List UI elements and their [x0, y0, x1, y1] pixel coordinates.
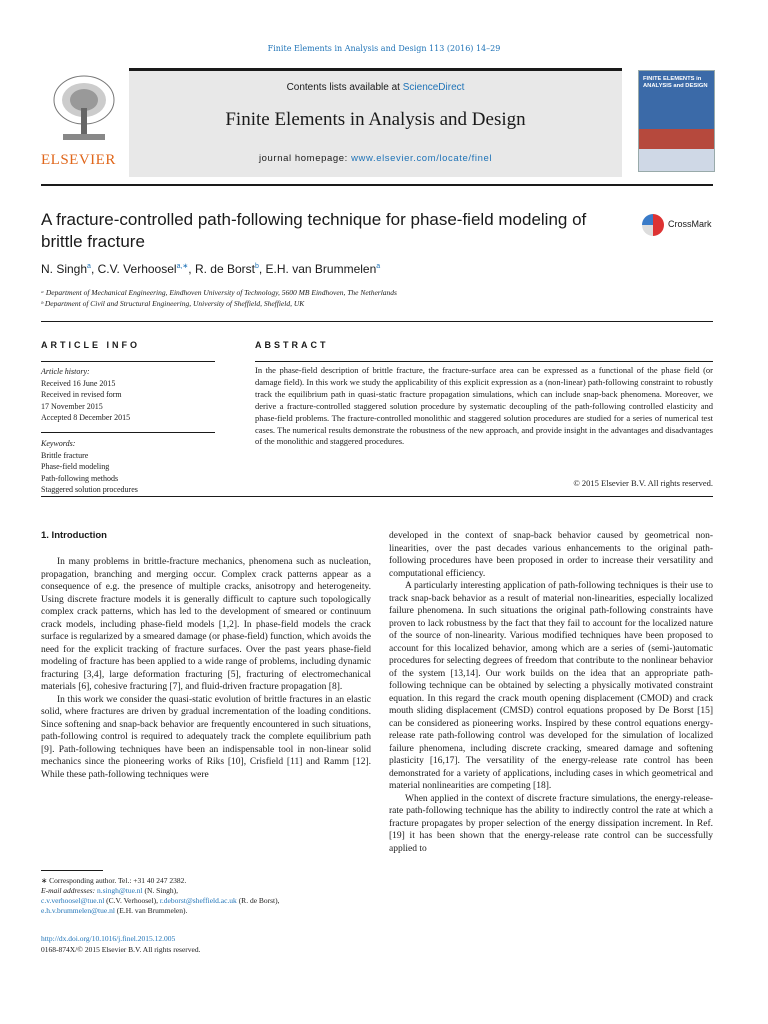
publisher-wordmark: ELSEVIER [41, 152, 116, 168]
author-list [41, 262, 701, 276]
article-info-heading: ARTICLE INFO [41, 340, 140, 350]
elsevier-logo[interactable] [41, 72, 126, 170]
email-link[interactable]: e.h.v.brummelen@tue.nl [41, 906, 115, 915]
author-sup[interactable]: a [87, 263, 91, 270]
doi-link[interactable]: http://dx.doi.org/10.1016/j.finel.2015.12.005 [41, 934, 176, 943]
journal-band [129, 68, 622, 177]
article-info-rule [41, 361, 215, 362]
abstract-heading: ABSTRACT [255, 340, 329, 350]
journal-homepage: journal homepage: www.elsevier.com/locate/finel [258, 153, 493, 164]
sciencedirect-link[interactable]: ScienceDirect [402, 82, 465, 93]
crossmark-badge[interactable] [642, 214, 717, 240]
abstract-bottom-rule [41, 496, 713, 497]
footnote: ∗ Corresponding author. Tel.: +31 40 247 2382. E-mail addresses: n.singh@tue.nl (N. Singh), c.v.verhoosel@tue.nl (C.V. Verhoosel), r.deborst@sheffield.ac.uk (R. de Borst), e.h.v.brummelen@tue.nl (E.H. van Brummelen). [41, 876, 280, 915]
email-link[interactable]: r.deborst@sheffield.ac.uk [159, 896, 237, 905]
section-heading: 1. Introduction [41, 530, 107, 541]
journal-title: Finite Elements in Analysis and Design [225, 109, 526, 130]
keywords-rule [41, 432, 215, 433]
paragraph: In this work we consider the quasi-static evolution of brittle fractures in an elastic solid, where fractures are driven by gradual incrementation of the loading conditions. Since softening and snap-back behavior are frequently encountered in such situations, path-following control is required to adequately track the complete equilibrium path [9]. Path-following techniques have been an indispensable tool in non-linear solid mechanics since the pioneering works of Riks [10], Crisfield [11] and Ramm [12]. While these path-following techniques were [41, 694, 371, 780]
issn-line: 0168-874X/© 2015 Elsevier B.V. All rights reserved. [41, 944, 201, 954]
footnote-rule [41, 870, 103, 871]
crossmark-label: CrossMark [668, 219, 712, 229]
paragraph: developed in the context of snap-back behavior caused by geometrical non-linearities, over the past decades various enhancements to the original path-following procedures have been proposed in order to increase their versatility and computational efficiency. [389, 531, 713, 579]
homepage-link[interactable]: www.elsevier.com/locate/finel [351, 153, 493, 164]
contents-line: Contents lists available at ScienceDirect [286, 82, 465, 93]
elsevier-tree-icon [49, 72, 119, 150]
paragraph: A particularly interesting application of path-following techniques is their use to track snap-back behavior as a result of material non-linearities, especially localized failure phenomena. In such situations the original path-following constraints have proven to lack robustness by the fact that they fail to account for the localized nature of the source of non-linearity. Various modified techniques have been proposed to account for this localized behavior, among which are a series of (semi-)automatic procedures for selecting degrees of freedom that contribute to the nonlinear behavior of the system [13,14]. Our work builds on the idea that an appropriate path-following technique can be obtained by selecting a physically motivated constraint equation. In this regard the crack mouth opening displacement (CMOD) and crack mouth sliding displacement (CMSD) control equations proposed by De Borst [15] can be considered as pioneering works. Inspired by these control equations energy-release rate path-following control was developed for the simulation of localized failure phenomena, including discrete cracking, smeared damage and softening plasticity [16,17]. The versatility of the energy-release rate control has been demonstrated for a variety of applications, including cases in which geometrical and material nonlinearities are competing [18]. [389, 581, 713, 791]
author: C.V. Verhoosel$^{a,∗}$, [97, 262, 195, 276]
paragraph: When applied in the context of discrete fracture simulations, the energy-release-rate path-following technique has the ability to indirectly control the rate at which a fracture propagates by proper selection of the energy dissipation increment. In Ref. [19] it has been shown that the energy-release rate control can be successfully applied to [389, 793, 713, 854]
crossmark-icon [642, 214, 664, 236]
author-sup[interactable]: a,∗ [176, 263, 189, 270]
journal-cover[interactable] [638, 70, 715, 172]
author-sup[interactable]: a [376, 263, 381, 270]
paragraph: In many problems in brittle-fracture mechanics, phenomena such as nucleation, propagation, branching and merging occur. Complex crack patterns appear as a consequence of e.g. the presence of multiple cracks, anisotropy and heterogeneity. Using discrete fracture models it is generally difficult to capture such topologically complex crack patterns, which has led to the development of smeared or continuum crack models, including phase-field models [1,2]. In phase-field models the crack surface is regularized by a smeared damage (or phase-field) function, which avoids the need for the explicit tracking of fracture surfaces. Over the past years phase-field modeling of fracture has been applied to a wide range of problems, including dynamic fracturing [3,4], large deformation fracturing [5], fracturing of electromechanical materials [6], cohesive fracturing [7], and fluid-driven fracture propagation [8]. [41, 557, 371, 692]
affiliation-rule [41, 321, 713, 322]
email-link[interactable]: n.singh@tue.nl [96, 886, 143, 895]
article-title: A fracture-controlled path-following technique for phase-field modeling of brittle fracture [41, 210, 587, 251]
journal-reference[interactable]: Finite Elements in Analysis and Design 113 (2016) 14–29 [267, 44, 501, 53]
journal-header [41, 68, 713, 174]
cover-title: FINITE ELEMENTS in ANALYSIS and DESIGN [643, 76, 708, 89]
abstract-rule [255, 361, 713, 362]
author: E.H. van Brummelen$^a$ [265, 262, 381, 276]
author: R. de Borst$^b$, [194, 262, 266, 276]
header-rule [41, 184, 713, 186]
keywords: Keywords: Brittle fracture Phase-field modeling Path-following methods Staggered solution procedures [41, 439, 138, 494]
email-link[interactable]: c.v.verhoosel@tue.nl [41, 896, 105, 905]
affiliation-a: ᵃ Department of Mechanical Engineering, Eindhoven University of Technology, 5600 MB Eindhoven, The Netherlands [41, 288, 397, 297]
abstract-copyright: © 2015 Elsevier B.V. All rights reserved. [573, 478, 713, 488]
author: N. Singh$^a$, [41, 262, 98, 276]
right-column [389, 530, 713, 855]
doi-block [41, 934, 201, 955]
author-sup[interactable]: b [254, 263, 259, 270]
left-column [41, 556, 371, 781]
abstract-text: In the phase-field description of brittle fracture, the fracture-surface area can be expressed as a functional of the phase field (or damage field). In this work we study the applicability of this explicit expression as a (non-linear) path-following constraint to robustly track the equilibrium path in quasi-static fracture propagation simulations, which can include snap-back phenomena. Moreover, we derive a fracture-controlled staggered solution procedure by systematic decoupling of the path-following controlled elasticity and phase-field problems. The fracture-controlled monolithic and staggered solution procedures are studied for a series of numerical test cases. The numerical results demonstrate the robustness of the new approach, and provide insight in the advantages and disadvantages of the monolithic and staggered procedures. [255, 365, 713, 447]
affiliation-b: ᵇ Department of Civil and Structural Engineering, University of Sheffield, Sheffield, UK [41, 299, 305, 308]
article-history: Article history: Received 16 June 2015 Received in revised form 17 November 2015 Accepted 8 December 2015 [41, 367, 131, 422]
